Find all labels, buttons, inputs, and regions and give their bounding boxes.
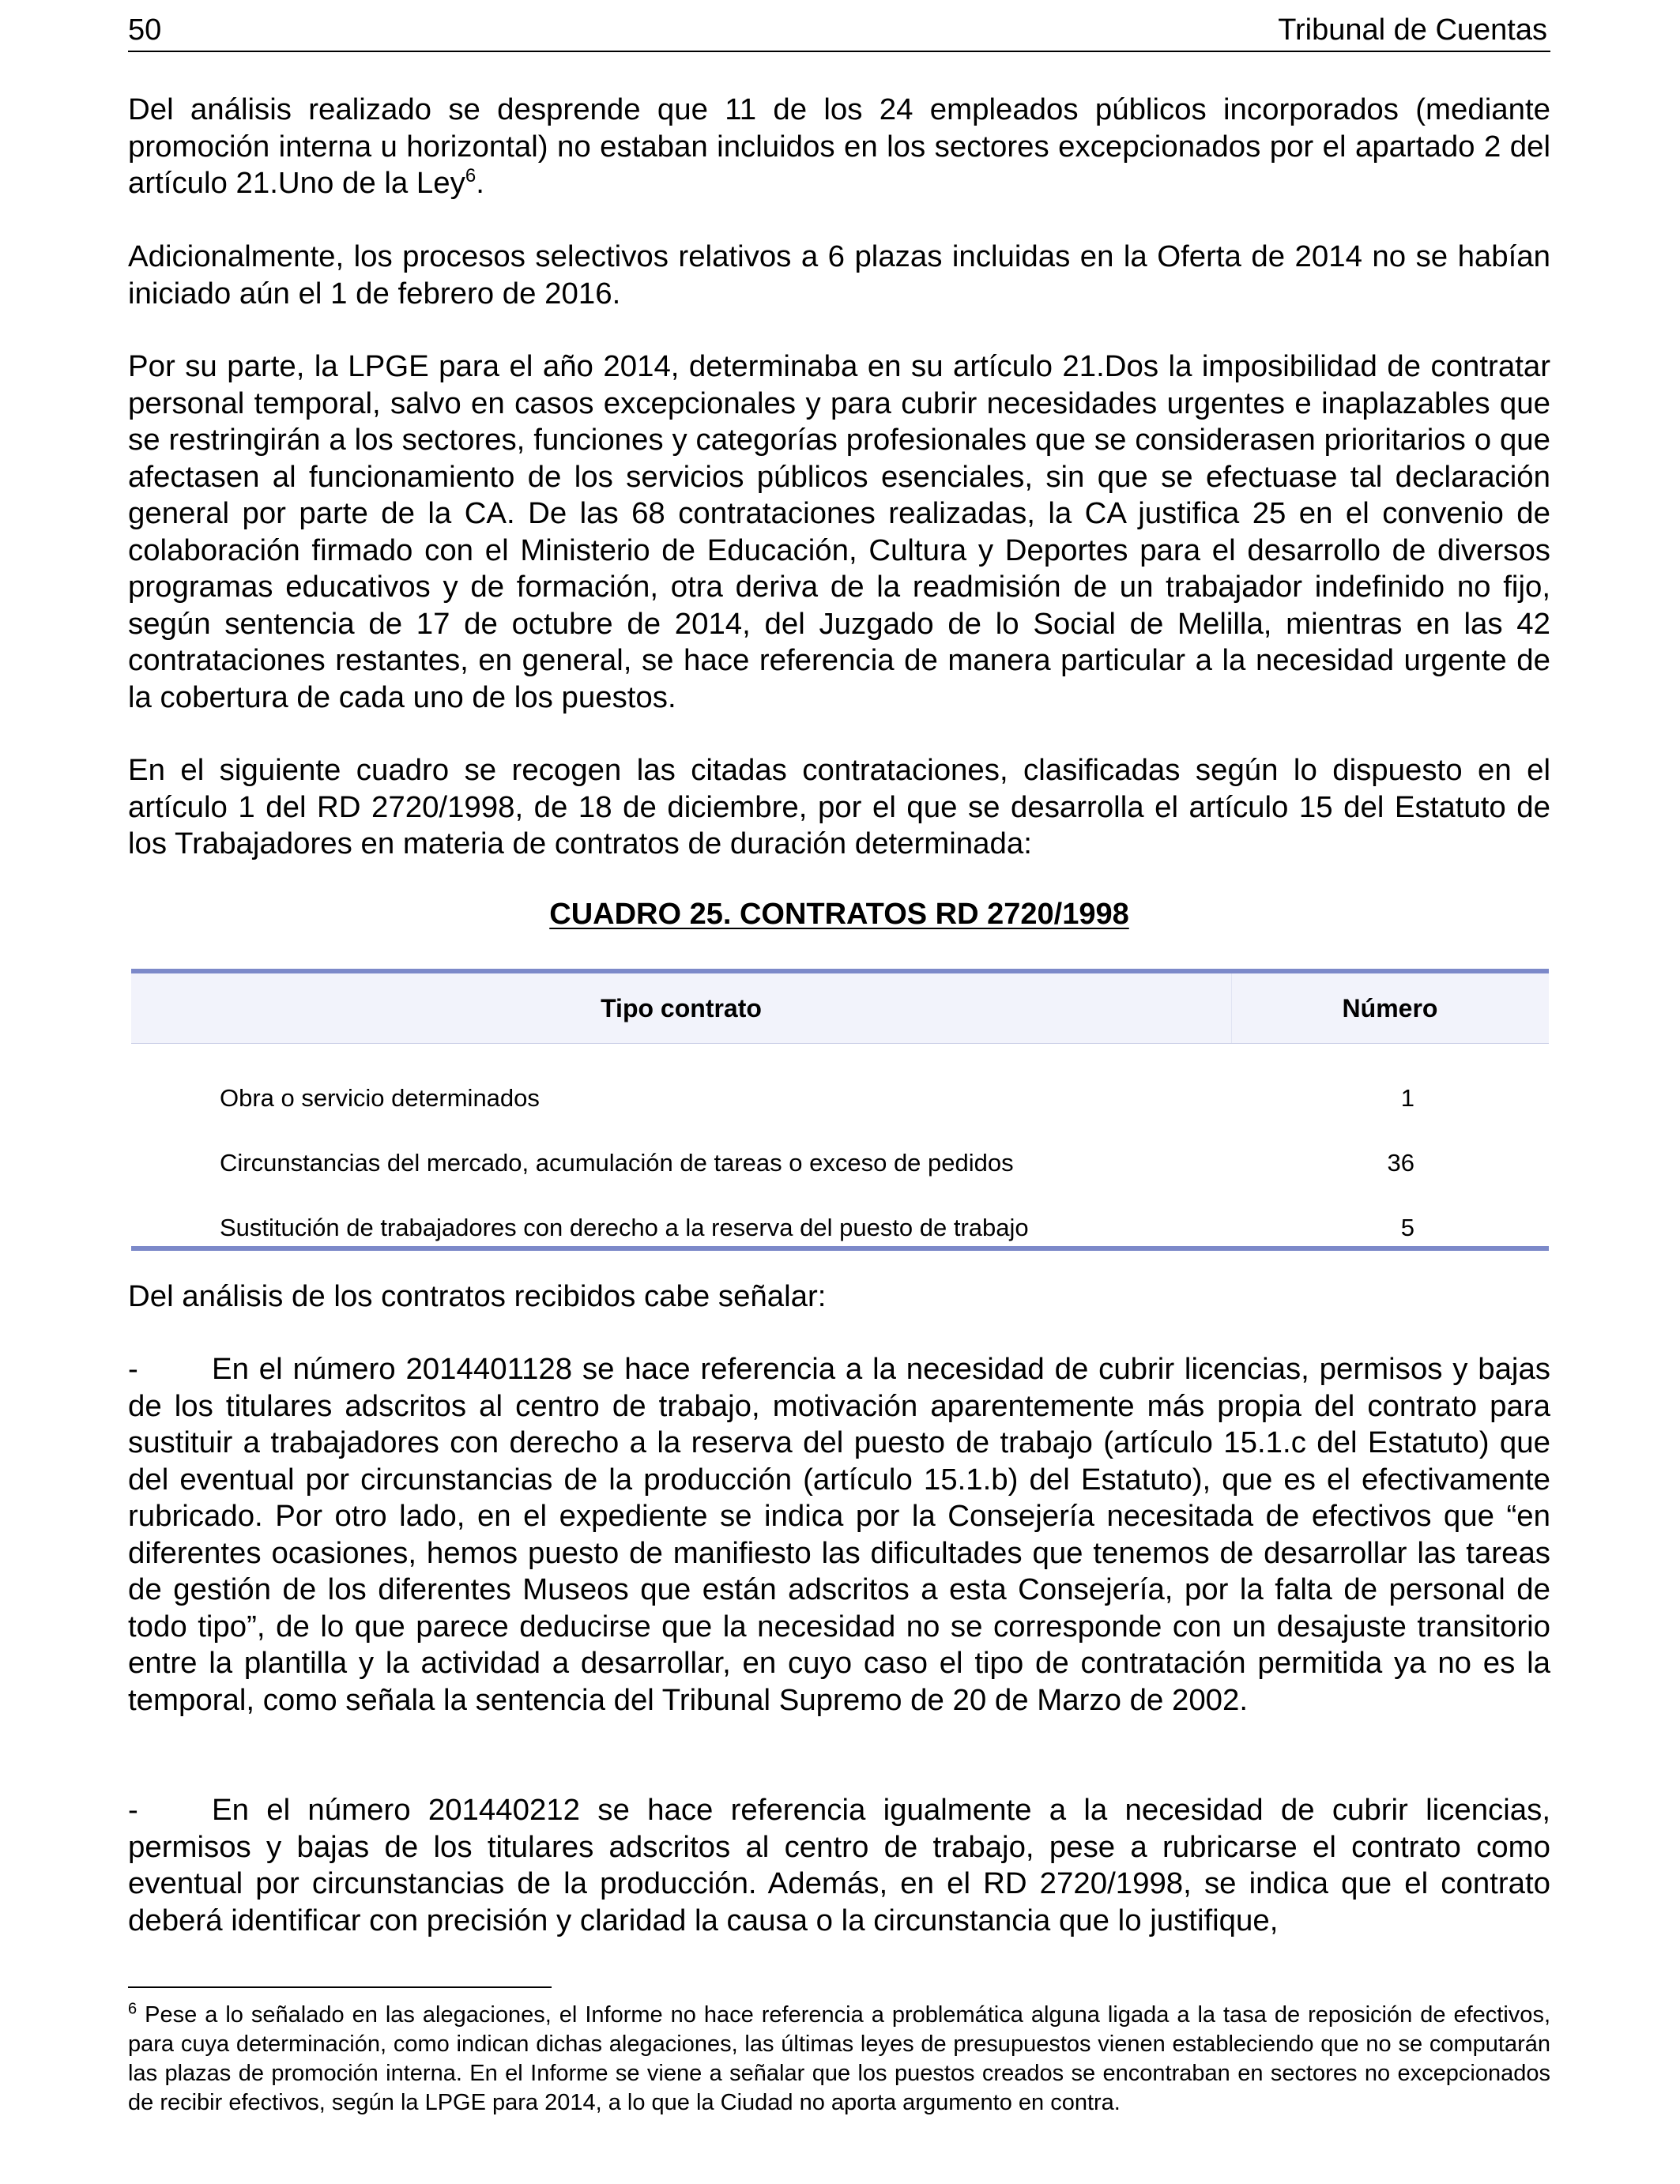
footnote xyxy=(128,2001,1550,2118)
bullet-marker: - xyxy=(128,1352,138,1386)
column-header-tipo: Tipo contrato xyxy=(601,994,762,1022)
paragraph-4: En el siguiente cuadro se recogen las citadas contrataciones, clasificadas según lo dispuesto en el artículo 1 del RD 2720/1998, de 18 de diciembre, por el que se desarrolla el artículo 15 del Estatuto de los Trabajadores en materia de contratos de duración determinada: xyxy=(128,753,1550,860)
bullet-item-1 xyxy=(128,1351,1550,1719)
cell-tipo: Obra o servicio determinados xyxy=(220,1084,540,1112)
table-title-text: CUADRO 25. CONTRATOS RD 2720/1998 xyxy=(549,898,1129,931)
bullet-item-1-text: En el número 2014401128 se hace referencia a la necesidad de cubrir licencias, permisos y bajas de los titulares adscritos al centro de trabajo, motivación aparentemente más propia del contrato para sustituir a trabajadores con derecho a la reserva del puesto de trabajo (artículo 15.1.c del Estatuto) que del eventual por circunstancias de la producción (artículo 15.1.b) del Estatuto), que es el efectivamente rubricado. Por otro lado, en el expediente se indica por la Consejería necesitada de efectivos que “en diferentes ocasiones, hemos puesto de manifiesto las dificultades que tenemos de desarrollar las tareas de gestión de los diferentes Museos que están adscritos a esta Consejería, por la falta de personal de todo tipo”, de lo que parece deducirse que la necesidad no se corresponde con un desajuste transitorio entre la plantilla y la actividad a desarrollar, en cuyo caso el tipo de contratación permitida ya no es la temporal, como señala la sentencia del Tribunal Supremo de 20 de Marzo de 2002. xyxy=(128,1352,1550,1717)
column-header-numero: Número xyxy=(1342,994,1438,1022)
bullet-marker: - xyxy=(128,1793,138,1827)
paragraph-1-end: . xyxy=(476,166,484,200)
table-row: Circunstancias del mercado, acumulación de tareas o exceso de pedidos 36 xyxy=(131,1147,1549,1179)
contracts-table xyxy=(131,969,1549,1251)
table-row: Sustitución de trabajadores con derecho a la reserva del puesto de trabajo 5 xyxy=(131,1212,1549,1244)
header-title: Tribunal de Cuentas xyxy=(1278,13,1547,47)
running-header xyxy=(128,11,1550,52)
paragraph-3: Por su parte, la LPGE para el año 2014, determinaba en su artículo 21.Dos la imposibilidad de contratar personal temporal, salvo en casos excepcionales y para cubrir necesidades urgentes e inaplazables que se restringirán a los sectores, funciones y categorías profesionales que se considerasen prioritarios o que afectasen al funcionamiento de los servicios públicos esenciales, sin que se efectuase tal declaración general por parte de la CA. De las 68 contrataciones realizadas, la CA justifica 25 en el convenio de colaboración firmado con el Ministerio de Educación, Cultura y Deportes para el desarrollo de diversos programas educativos y de formación, otra deriva de la readmisión de un trabajador indefinido no fijo, según sentencia de 17 de octubre de 2014, del Juzgado de lo Social de Melilla, mientras en las 42 contrataciones restantes, en general, se hace referencia de manera particular a la necesidad urgente de la cobertura de cada uno de los puestos. xyxy=(128,349,1550,714)
footnote-number: 6 xyxy=(128,2000,137,2018)
paragraph-5: Del análisis de los contratos recibidos cabe señalar: xyxy=(128,1279,827,1313)
bullet-item-2-text: En el número 201440212 se hace referencia igualmente a la necesidad de cubrir licencias, permisos y bajas de los titulares adscritos al centro de trabajo, pese a rubricarse el contrato como eventual por circunstancias de la producción. Además, en el RD 2720/1998, se indica que el contrato deberá identificar con precisión y claridad la causa o la circunstancia que lo justifique, xyxy=(128,1793,1550,1937)
bullet-item-2 xyxy=(128,1792,1550,1939)
cell-tipo: Circunstancias del mercado, acumulación de tareas o exceso de pedidos xyxy=(220,1149,1014,1177)
cell-tipo: Sustitución de trabajadores con derecho a la reserva del puesto de trabajo xyxy=(220,1214,1029,1241)
table-header-row xyxy=(131,973,1549,1044)
footnote-separator xyxy=(128,1986,552,1988)
paragraph-1 xyxy=(128,92,1550,202)
table-row: Obra o servicio determinados 1 xyxy=(131,1083,1549,1114)
footnote-text: Pese a lo señalado en las alegaciones, el Informe no hace referencia a problemática alguna ligada a la tasa de reposición de efectivos, para cuya determinación, como indican dichas alegaciones, las últimas leyes de presupuestos vienen estableciendo que no se computarán las plazas de promoción interna. En el Informe se viene a señalar que los puestos creados se encontraban en sectores no excepcionados de recibir efectivos, según la LPGE para 2014, a lo que la Ciudad no aporta argumento en contra. xyxy=(128,2002,1550,2115)
footnote-reference[interactable]: 6 xyxy=(465,165,477,187)
paragraph-1-text: Del análisis realizado se desprende que 11 de los 24 empleados públicos incorporados (mediante promoción interna u horizontal) no estaban incluidos en los sectores excepcionados por el apartado 2 del artículo 21.Uno de la Ley xyxy=(128,92,1550,200)
paragraph-2: Adicionalmente, los procesos selectivos relativos a 6 plazas incluidas en la Oferta de 2014 no se habían iniciado aún el 1 de febrero de 2016. xyxy=(128,239,1550,311)
table-title xyxy=(128,896,1550,932)
page-number: 50 xyxy=(128,13,162,47)
